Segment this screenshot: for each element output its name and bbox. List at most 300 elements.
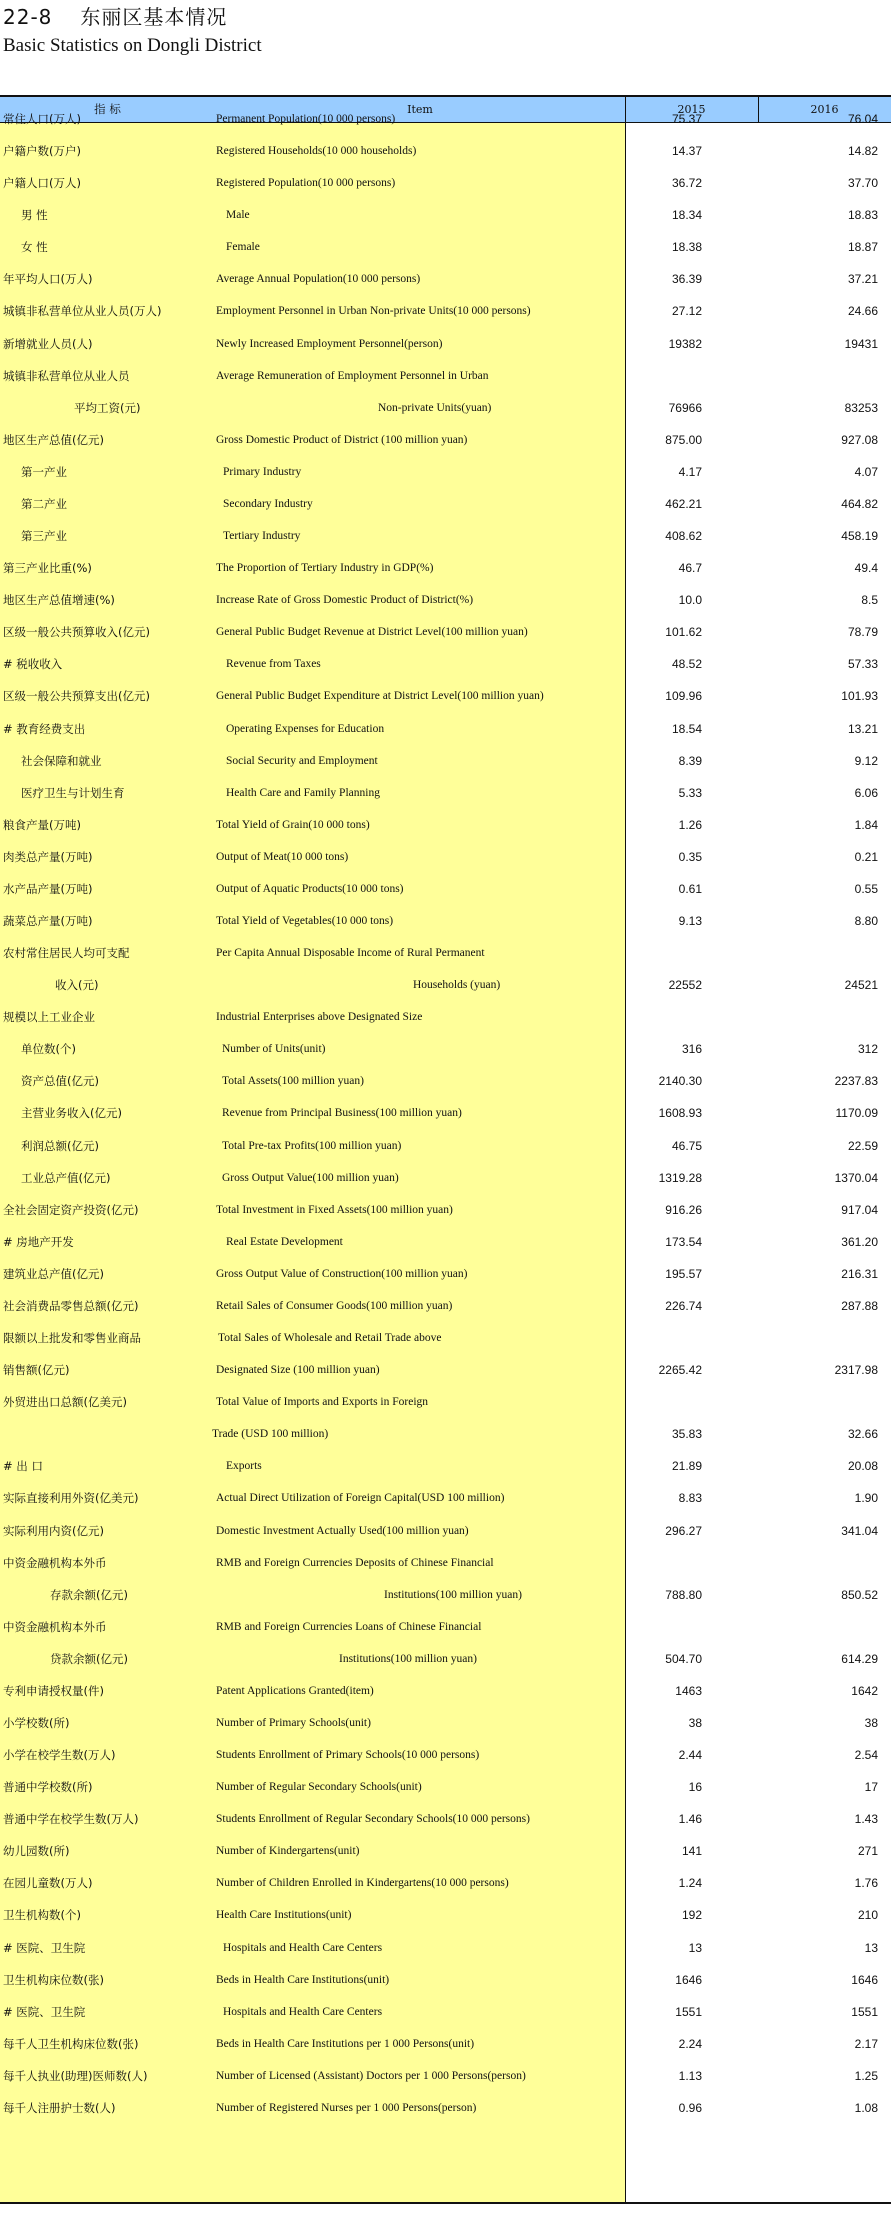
- row-label-en: Patent Applications Granted(item): [216, 1684, 374, 1697]
- row-label-en: Total Yield of Grain(10 000 tons): [216, 818, 370, 831]
- row-label-cn: 第三产业比重(%): [3, 561, 92, 576]
- row-label-en: RMB and Foreign Currencies Deposits of Chinese Financial: [216, 1556, 494, 1569]
- header-2016: 2016: [810, 103, 839, 116]
- table-row: [0, 873, 891, 905]
- value-2015: 316: [681, 1042, 702, 1057]
- row-label-cn: 医疗卫生与计划生育: [21, 785, 125, 800]
- row-label-cn: 实际利用内资(亿元): [3, 1523, 104, 1538]
- row-label-en: Male: [226, 209, 250, 222]
- value-2016: 17: [864, 1780, 878, 1795]
- value-2016: 0.21: [854, 849, 878, 864]
- header-item: Item: [407, 103, 433, 116]
- row-label-cn: 小学校数(所): [3, 1716, 70, 1730]
- row-label-en: Students Enrollment of Regular Secondary Schools(10 000 persons): [216, 1813, 530, 1826]
- value-2015: 226.74: [665, 1298, 702, 1313]
- title-block: [3, 2, 262, 58]
- table-row: [0, 1547, 891, 1579]
- table-row: [0, 295, 891, 327]
- value-2016: 1370.04: [834, 1170, 878, 1185]
- value-2015: 18.34: [671, 208, 702, 223]
- value-2015: 16: [688, 1780, 702, 1795]
- value-2016: 1642: [851, 1683, 878, 1698]
- value-2015: 788.80: [665, 1587, 702, 1602]
- table-row: [0, 1130, 891, 1162]
- row-label-cn: 普通中学在校学生数(万人): [3, 1812, 139, 1827]
- table-row: [0, 1194, 891, 1226]
- row-label-cn: 城镇非私营单位从业人员: [3, 368, 130, 383]
- row-label-cn: 限额以上批发和零售业商品: [3, 1331, 141, 1346]
- table-row: [0, 1450, 891, 1482]
- row-label-en: Total Investment in Fixed Assets(100 million yuan): [216, 1203, 453, 1216]
- value-2016: 0.55: [854, 881, 878, 896]
- row-label-cn: 利润总额(亿元): [21, 1138, 99, 1153]
- row-label-en: Average Annual Population(10 000 persons): [216, 273, 421, 286]
- value-2015: 18.38: [671, 240, 702, 255]
- value-2016: 1170.09: [835, 1106, 878, 1121]
- value-2016: 18.83: [847, 208, 878, 223]
- row-label-en: Beds in Health Care Institutions per 1 000 Persons(unit): [216, 2037, 475, 2050]
- value-2015: 36.72: [671, 176, 702, 191]
- table-row: [0, 777, 891, 809]
- row-label-cn: 区级一般公共预算支出(亿元): [3, 689, 150, 704]
- value-2015: 875.00: [665, 432, 702, 447]
- row-label-cn: 每千人执业(助理)医师数(人): [3, 2068, 148, 2083]
- table-row: [0, 809, 891, 841]
- row-label-en: Registered Population(10 000 persons): [216, 177, 396, 190]
- value-2015: 36.39: [671, 272, 702, 287]
- row-label-en: Registered Households(10 000 households): [216, 145, 417, 158]
- value-2015: 18.54: [671, 721, 702, 736]
- value-2015: 8.83: [678, 1491, 702, 1506]
- value-2015: 2140.30: [658, 1074, 702, 1089]
- row-label-en: Trade (USD 100 million): [212, 1428, 329, 1441]
- row-label-en: Students Enrollment of Primary Schools(10 000 persons): [216, 1749, 480, 1762]
- row-label-cn: 区级一般公共预算收入(亿元): [3, 625, 150, 640]
- row-label-en: Industrial Enterprises above Designated Size: [216, 1011, 423, 1024]
- value-2016: 19431: [844, 336, 878, 351]
- table-title-cn-text: 东丽区基本情况: [80, 5, 228, 29]
- value-2016: 1646: [851, 1972, 878, 1987]
- row-label-cn: 卫生机构数(个): [3, 1908, 81, 1923]
- value-2015: 38: [688, 1716, 702, 1730]
- row-label-cn: 户籍人口(万人): [3, 176, 81, 191]
- row-label-en: Social Security and Employment: [226, 754, 378, 767]
- value-2016: 37.70: [847, 176, 878, 191]
- value-2015: 916.26: [665, 1202, 702, 1217]
- table-bottom-rule: [0, 2202, 891, 2204]
- value-2016: 76.04: [847, 112, 878, 126]
- row-label-en: Number of Registered Nurses per 1 000 Persons(person): [216, 2101, 477, 2114]
- row-label-cn: 小学在校学生数(万人): [3, 1748, 116, 1763]
- row-label-cn: 贷款余额(亿元): [50, 1651, 128, 1666]
- value-2015: 2265.42: [658, 1363, 702, 1378]
- row-label-en: Total Assets(100 million yuan): [222, 1075, 364, 1088]
- row-label-cn: 蔬菜总产量(万吨): [3, 914, 93, 928]
- value-2016: 341.04: [841, 1523, 878, 1538]
- table-row: [0, 488, 891, 520]
- value-2016: 24.66: [847, 304, 878, 319]
- row-label-cn: 中资金融机构本外币: [3, 1555, 107, 1570]
- table-row: [0, 360, 891, 392]
- value-2016: 38: [864, 1716, 878, 1730]
- table-row: [0, 1226, 891, 1258]
- table-row: [0, 2028, 891, 2060]
- value-2016: 49.4: [854, 561, 878, 576]
- value-2016: 464.82: [841, 496, 878, 511]
- table-row: [0, 199, 891, 231]
- table-row: [0, 424, 891, 456]
- row-label-cn: 女 性: [21, 240, 48, 255]
- value-2016: 13: [864, 1940, 878, 1955]
- value-2015: 0.96: [678, 2100, 702, 2115]
- table-row: [0, 1996, 891, 2028]
- row-label-cn: 第二产业: [21, 496, 67, 511]
- value-2016: 271: [857, 1844, 878, 1859]
- value-2016: 1.76: [854, 1876, 878, 1891]
- row-label-cn: 地区生产总值增速(%): [3, 593, 115, 608]
- row-label-cn: 销售额(亿元): [3, 1363, 70, 1378]
- table-row: [0, 1386, 891, 1418]
- row-label-cn: 户籍户数(万户): [3, 144, 81, 159]
- value-2015: 1463: [675, 1683, 702, 1698]
- value-2016: 216.31: [841, 1266, 878, 1281]
- row-label-en: Institutions(100 million yuan): [384, 1588, 522, 1601]
- table-row: [0, 1322, 891, 1354]
- row-label-en: Households (yuan): [413, 979, 501, 992]
- row-label-cn: 新增就业人员(人): [3, 336, 93, 351]
- value-2016: 614.29: [841, 1651, 878, 1666]
- row-label-cn: 幼儿园数(所): [3, 1844, 70, 1859]
- row-label-cn: 第一产业: [21, 464, 67, 479]
- table-row: [0, 135, 891, 167]
- row-label-cn: 每千人注册护士数(人): [3, 2100, 116, 2115]
- row-label-en: Number of Primary Schools(unit): [216, 1717, 371, 1729]
- value-2015: 46.75: [671, 1138, 702, 1153]
- value-2015: 1646: [675, 1972, 702, 1987]
- value-2015: 504.70: [665, 1651, 702, 1666]
- row-label-en: Number of Regular Secondary Schools(unit): [216, 1781, 422, 1794]
- row-label-en: Actual Direct Utilization of Foreign Capital(USD 100 million): [216, 1492, 505, 1505]
- value-2015: 35.83: [671, 1427, 702, 1442]
- value-2015: 1.26: [678, 817, 702, 832]
- value-2015: 0.61: [678, 881, 702, 896]
- row-label-en: Number of Units(unit): [222, 1043, 326, 1056]
- value-2015: 109.96: [665, 689, 702, 704]
- row-label-cn: 男 性: [21, 208, 48, 223]
- value-2016: 18.87: [847, 240, 878, 255]
- table-row: [0, 456, 891, 488]
- row-label-cn: 肉类总产量(万吨): [3, 849, 93, 864]
- value-2015: 101.62: [665, 625, 702, 640]
- row-label-en: General Public Budget Revenue at District Level(100 million yuan): [216, 626, 528, 639]
- table-row: [0, 1065, 891, 1097]
- header-indicator: 指 标: [94, 102, 121, 116]
- table-number: 22-8: [3, 5, 53, 29]
- row-label-cn: 农村常住居民人均可支配: [3, 946, 130, 961]
- value-2015: 0.35: [678, 849, 702, 864]
- value-2015: 4.17: [678, 464, 702, 479]
- row-label-en: Beds in Health Care Institutions(unit): [216, 1973, 390, 1986]
- value-2015: 76966: [668, 400, 702, 415]
- row-label-cn: 存款余额(亿元): [50, 1587, 128, 1602]
- row-label-en: Designated Size (100 million yuan): [216, 1364, 380, 1377]
- table-row: [0, 328, 891, 360]
- value-2015: 1319.28: [658, 1170, 702, 1185]
- value-2015: 1.24: [678, 1876, 702, 1891]
- row-label-en: Total Yield of Vegetables(10 000 tons): [216, 915, 394, 927]
- value-2016: 83253: [844, 400, 878, 415]
- value-2016: 1.25: [854, 2068, 878, 2083]
- row-label-cn: 在园儿童数(万人): [3, 1876, 93, 1891]
- statistics-table: [0, 95, 891, 2204]
- row-label-en: Institutions(100 million yuan): [339, 1652, 477, 1665]
- header-2015: 2015: [677, 103, 706, 116]
- row-label-cn: 水产品产量(万吨): [3, 881, 93, 896]
- row-label-en: Hospitals and Health Care Centers: [223, 1941, 383, 1954]
- row-label-en: Operating Expenses for Education: [226, 722, 385, 735]
- value-2016: 458.19: [841, 529, 878, 544]
- value-2016: 8.5: [861, 593, 878, 608]
- row-label-en: Average Remuneration of Employment Personnel in Urban: [216, 369, 489, 382]
- table-row: [0, 1964, 891, 1996]
- row-label-cn: 实际直接利用外资(亿美元): [3, 1491, 139, 1506]
- row-label-en: Female: [226, 241, 260, 254]
- row-label-cn: 卫生机构床位数(张): [3, 1972, 104, 1987]
- value-2016: 2.17: [854, 2036, 878, 2051]
- row-label-cn: # 教育经费支出: [3, 721, 86, 736]
- table-row: [0, 1001, 891, 1033]
- table-title-en: Basic Statistics on Dongli District: [3, 35, 262, 56]
- row-label-cn: 年平均人口(万人): [3, 272, 93, 287]
- row-label-cn: 资产总值(亿元): [21, 1074, 99, 1089]
- value-2015: 1.13: [678, 2068, 702, 2083]
- row-label-cn: 城镇非私营单位从业人员(万人): [3, 304, 162, 319]
- row-label-cn: # 医院、卫生院: [3, 1940, 86, 1955]
- row-label-cn: 社会消费品零售总额(亿元): [3, 1298, 139, 1313]
- value-2016: 2317.98: [834, 1363, 878, 1378]
- row-label-en: RMB and Foreign Currencies Loans of Chinese Financial: [216, 1620, 482, 1633]
- row-label-en: Tertiary Industry: [223, 530, 301, 543]
- table-row: [0, 263, 891, 295]
- value-2015: 1608.93: [658, 1106, 702, 1121]
- value-2015: 2.24: [678, 2036, 702, 2051]
- value-2016: 4.07: [854, 464, 878, 479]
- value-2016: 312: [857, 1042, 878, 1057]
- table-row: [0, 745, 891, 777]
- value-2016: 2.54: [854, 1748, 878, 1763]
- table-row: [0, 1097, 891, 1129]
- table-row: [0, 1643, 891, 1675]
- row-label-cn: 每千人卫生机构床位数(张): [3, 2036, 139, 2051]
- row-label-cn: 全社会固定资产投资(亿元): [3, 1202, 139, 1217]
- row-label-en: Domestic Investment Actually Used(100 million yuan): [216, 1524, 469, 1537]
- row-label-en: Per Capita Annual Disposable Income of Rural Permanent: [216, 947, 485, 960]
- row-label-en: Newly Increased Employment Personnel(person): [216, 337, 443, 350]
- row-label-en: Exports: [226, 1460, 262, 1473]
- value-2015: 195.57: [665, 1266, 702, 1281]
- row-label-en: Total Value of Imports and Exports in Foreign: [216, 1396, 429, 1409]
- row-label-cn: # 税收收入: [3, 657, 63, 672]
- value-2015: 75.37: [671, 112, 702, 126]
- value-2015: 1.46: [678, 1812, 702, 1827]
- value-2016: 32.66: [847, 1427, 878, 1442]
- value-2015: 173.54: [665, 1234, 702, 1249]
- value-2016: 22.59: [847, 1138, 878, 1153]
- table-row: [0, 680, 891, 712]
- row-label-cn: 建筑业总产值(亿元): [3, 1266, 104, 1281]
- row-label-en: The Proportion of Tertiary Industry in GDP(%): [216, 562, 434, 575]
- value-2016: 287.88: [841, 1298, 878, 1313]
- table-row: [0, 969, 891, 1001]
- table-row: [0, 1867, 891, 1899]
- row-label-en: Health Care Institutions(unit): [216, 1909, 352, 1922]
- table-row: [0, 231, 891, 263]
- value-2016: 2237.83: [834, 1074, 878, 1089]
- value-2016: 1.84: [854, 817, 878, 832]
- table-row: [0, 103, 891, 135]
- value-2016: 101.93: [841, 689, 878, 704]
- value-2016: 1.43: [854, 1812, 878, 1827]
- row-label-cn: 工业总产值(亿元): [21, 1170, 111, 1185]
- table-row: [0, 552, 891, 584]
- value-2016: 13.21: [847, 721, 878, 736]
- value-2015: 8.39: [678, 753, 702, 768]
- row-label-cn: 普通中学校数(所): [3, 1780, 93, 1795]
- table-row: [0, 2092, 891, 2124]
- row-label-en: Revenue from Principal Business(100 million yuan): [222, 1107, 462, 1120]
- row-label-en: Increase Rate of Gross Domestic Product of District(%): [216, 594, 474, 607]
- row-label-en: Health Care and Family Planning: [226, 786, 380, 799]
- row-label-cn: 常住人口(万人): [3, 112, 81, 126]
- value-2016: 14.82: [847, 144, 878, 159]
- value-2016: 1.90: [854, 1491, 878, 1506]
- table-row: [0, 937, 891, 969]
- row-label-en: Number of Licensed (Assistant) Doctors per 1 000 Persons(person): [216, 2069, 526, 2082]
- row-label-en: Gross Output Value(100 million yuan): [222, 1171, 399, 1184]
- table-row: [0, 616, 891, 648]
- value-2015: 48.52: [671, 657, 702, 672]
- row-label-cn: 地区生产总值(亿元): [3, 432, 104, 447]
- row-label-cn: 中资金融机构本外币: [3, 1619, 107, 1634]
- row-label-en: General Public Budget Expenditure at District Level(100 million yuan): [216, 690, 544, 703]
- row-label-cn: 平均工资(元): [74, 400, 141, 415]
- table-row: [0, 167, 891, 199]
- table-row: [0, 1771, 891, 1803]
- row-label-en: Permanent Population(10 000 persons): [216, 113, 396, 125]
- value-2015: 141: [681, 1844, 702, 1859]
- value-2016: 24521: [844, 978, 878, 993]
- row-label-en: Primary Industry: [223, 465, 302, 478]
- row-label-en: Output of Meat(10 000 tons): [216, 850, 349, 863]
- table-row: [0, 2060, 891, 2092]
- table-row: [0, 584, 891, 616]
- row-label-cn: 社会保障和就业: [21, 753, 102, 768]
- table-row: [0, 648, 891, 680]
- table-row: [0, 1482, 891, 1514]
- value-2015: 10.0: [678, 593, 702, 608]
- table-row: [0, 1835, 891, 1867]
- row-label-cn: # 房地产开发: [3, 1234, 74, 1249]
- value-2015: 13: [688, 1940, 702, 1955]
- row-label-en: Number of Kindergartens(unit): [216, 1845, 360, 1858]
- value-2015: 9.13: [678, 914, 702, 928]
- row-label-cn: 专利申请授权量(件): [3, 1683, 104, 1698]
- row-label-cn: 粮食产量(万吨): [3, 817, 81, 832]
- value-2016: 20.08: [847, 1459, 878, 1474]
- value-2015: 192: [681, 1908, 702, 1923]
- row-label-en: Employment Personnel in Urban Non-private Units(10 000 persons): [216, 305, 531, 318]
- row-label-cn: # 出 口: [3, 1459, 43, 1474]
- row-label-cn: 第三产业: [21, 529, 67, 544]
- table-row: [0, 392, 891, 424]
- value-2016: 8.80: [854, 914, 878, 928]
- value-2016: 850.52: [841, 1587, 878, 1602]
- row-label-en: Gross Output Value of Construction(100 million yuan): [216, 1267, 468, 1280]
- table-row: [0, 1579, 891, 1611]
- table-row: [0, 1290, 891, 1322]
- value-2015: 27.12: [671, 304, 702, 319]
- row-label-en: Non-private Units(yuan): [378, 401, 492, 414]
- table-row: [0, 1932, 891, 1964]
- table-row: [0, 1258, 891, 1290]
- table-row: [0, 1162, 891, 1194]
- row-label-en: Total Pre-tax Profits(100 million yuan): [222, 1139, 402, 1152]
- value-2016: 78.79: [847, 625, 878, 640]
- value-2015: 408.62: [665, 529, 702, 544]
- table-row: [0, 1803, 891, 1835]
- value-2015: 296.27: [665, 1523, 702, 1538]
- row-label-en: Number of Children Enrolled in Kindergartens(10 000 persons): [216, 1877, 509, 1890]
- table-row: [0, 1033, 891, 1065]
- table-row: [0, 1354, 891, 1386]
- value-2016: 361.20: [841, 1234, 878, 1249]
- row-label-en: Total Sales of Wholesale and Retail Trade above: [218, 1332, 442, 1345]
- value-2016: 210: [857, 1908, 878, 1923]
- table-row: [0, 1899, 891, 1931]
- table-row: [0, 1739, 891, 1771]
- value-2016: 927.08: [841, 432, 878, 447]
- value-2015: 14.37: [671, 144, 702, 159]
- row-label-en: Real Estate Development: [226, 1235, 343, 1248]
- value-2016: 9.12: [854, 753, 878, 768]
- value-2015: 19382: [668, 336, 702, 351]
- table-row: [0, 520, 891, 552]
- value-2016: 917.04: [841, 1202, 878, 1217]
- row-label-cn: 收入(元): [55, 978, 99, 993]
- value-2016: 6.06: [854, 785, 878, 800]
- table-title-cn: [3, 2, 262, 32]
- value-2016: 1551: [851, 2004, 878, 2019]
- value-2016: 37.21: [847, 272, 878, 287]
- value-2015: 22552: [668, 978, 702, 993]
- value-2016: 57.33: [847, 657, 878, 672]
- value-2015: 5.33: [678, 785, 702, 800]
- row-label-en: Revenue from Taxes: [226, 658, 321, 671]
- table-row: [0, 1418, 891, 1450]
- row-label-cn: 单位数(个): [21, 1042, 76, 1057]
- value-2016: 1.08: [854, 2100, 878, 2115]
- row-label-cn: # 医院、卫生院: [3, 2004, 86, 2019]
- table-row: [0, 1611, 891, 1643]
- table-row: [0, 841, 891, 873]
- row-label-cn: 外贸进出口总额(亿美元): [3, 1395, 127, 1410]
- row-label-en: Secondary Industry: [223, 497, 313, 510]
- table-row: [0, 1515, 891, 1547]
- value-2015: 1551: [675, 2004, 702, 2019]
- row-label-en: Retail Sales of Consumer Goods(100 million yuan): [216, 1299, 453, 1312]
- row-label-cn: 主营业务收入(亿元): [21, 1106, 122, 1121]
- value-2015: 462.21: [665, 496, 702, 511]
